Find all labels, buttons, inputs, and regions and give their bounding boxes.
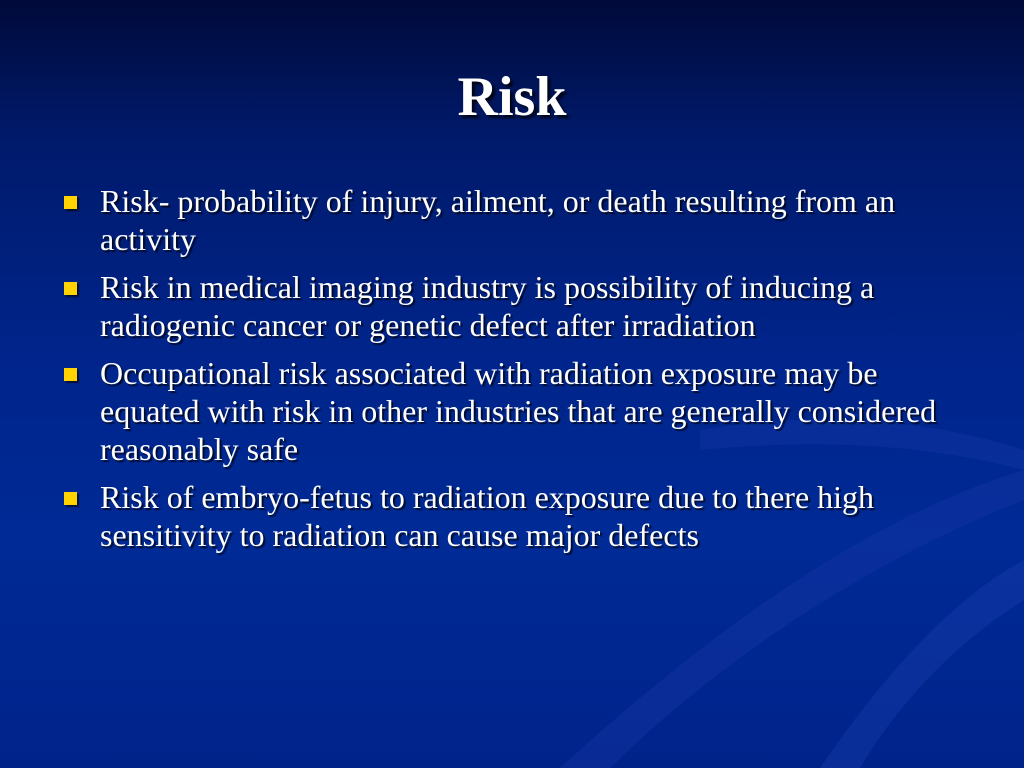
- bullet-item: [60, 354, 980, 468]
- square-bullet-icon: [64, 368, 77, 381]
- bullet-item: [60, 182, 980, 258]
- slide-title: Risk: [457, 66, 567, 128]
- bullet-text: Risk of embryo-fetus to radiation exposure due to there high sensitivity to radiation can cause major defects: [100, 479, 875, 553]
- square-bullet-icon: [64, 196, 77, 209]
- square-bullet-icon: [64, 492, 77, 505]
- bullet-text: Risk in medical imaging industry is possibility of inducing a radiogenic cancer or genetic defect after irradiation: [100, 269, 875, 343]
- bullet-text: Occupational risk associated with radiation exposure may be equated with risk in other industries that are generally considered reasonably safe: [100, 355, 937, 467]
- bullet-list: [60, 182, 980, 564]
- square-bullet-icon: [64, 282, 77, 295]
- bullet-text: Risk- probability of injury, ailment, or death resulting from an activity: [100, 183, 896, 257]
- bullet-item: [60, 478, 980, 554]
- bullet-item: [60, 268, 980, 344]
